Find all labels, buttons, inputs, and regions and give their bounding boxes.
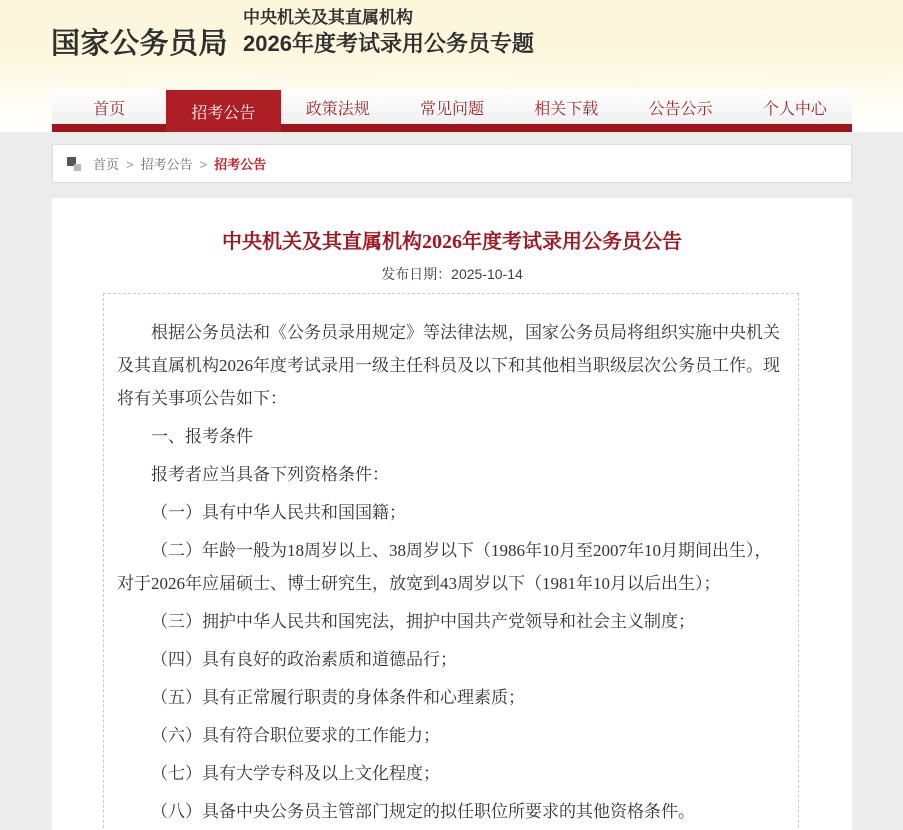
article-paragraph-4: （一）具有中华人民共和国国籍；: [151, 503, 406, 522]
article-body: [103, 293, 799, 830]
site-header: [0, 0, 903, 132]
breadcrumb: [52, 144, 852, 183]
article-paragraph-7: （四）具有良好的政治素质和道德品行；: [151, 650, 457, 669]
site-name: 国家公务员局: [51, 28, 229, 60]
article-paragraph-9: （六）具有符合职位要求的工作能力；: [151, 726, 440, 745]
article-paragraph-8: （五）具有正常履行职责的身体条件和心理素质；: [151, 688, 525, 707]
nav-tab-5[interactable]: 相关下载: [534, 100, 599, 118]
nav-tab-6[interactable]: 公告公示: [648, 100, 713, 118]
breadcrumb-link-2[interactable]: 招考公告: [140, 157, 193, 172]
location-icon: [67, 157, 81, 171]
breadcrumb-separator: >: [199, 157, 208, 172]
main-nav: [52, 90, 852, 132]
topic-subtitle: 中央机关及其直属机构: [243, 8, 413, 27]
topic-title: 2026年度考试录用公务员专题: [243, 31, 534, 56]
breadcrumb-current: 招考公告: [214, 157, 267, 172]
topic-block: [243, 7, 534, 58]
article-paragraph-5: （二）年龄一般为18周岁以上、38周岁以下（1986年10月至2007年10月期间出生），对于2026年应届硕士、博士研究生，放宽到43周岁以下（1981年10月以后出生）；: [117, 541, 772, 593]
nav-tab-3[interactable]: 政策法规: [305, 100, 370, 118]
article-card: [52, 198, 852, 830]
nav-tab-1[interactable]: 首页: [93, 100, 126, 118]
breadcrumb-link-1[interactable]: 首页: [93, 157, 120, 172]
article-paragraph-10: （七）具有大学专科及以上文化程度；: [151, 764, 440, 783]
nav-tab-7[interactable]: 个人中心: [762, 100, 827, 118]
article-paragraph-11: （八）具备中央公务员主管部门规定的拟任职位所要求的其他资格条件。: [151, 802, 695, 821]
breadcrumb-separator: >: [126, 157, 134, 172]
nav-tab-2[interactable]: 招考公告: [166, 90, 280, 132]
article-paragraph-1: 根据公务员法和《公务员录用规定》等法律法规，国家公务员局将组织实施中央机关及其直属机构2026年度考试录用一级主任科员及以下和其他相当职级层次公务员工作。现将有关事项公告如下：: [117, 323, 780, 408]
nav-tabs: [52, 90, 852, 132]
article-paragraph-6: （三）拥护中华人民共和国宪法，拥护中国共产党领导和社会主义制度；: [151, 612, 695, 631]
article-paragraph-3: 报考者应当具备下列资格条件：: [151, 465, 389, 484]
article-title: 中央机关及其直属机构2026年度考试录用公务员公告: [222, 231, 682, 253]
publish-date: 发布日期：2025-10-14: [381, 266, 523, 282]
article-paragraph-2: 一、报考条件: [151, 427, 253, 446]
breadcrumb-items: [93, 154, 266, 173]
nav-tab-4[interactable]: 常见问题: [419, 100, 484, 118]
